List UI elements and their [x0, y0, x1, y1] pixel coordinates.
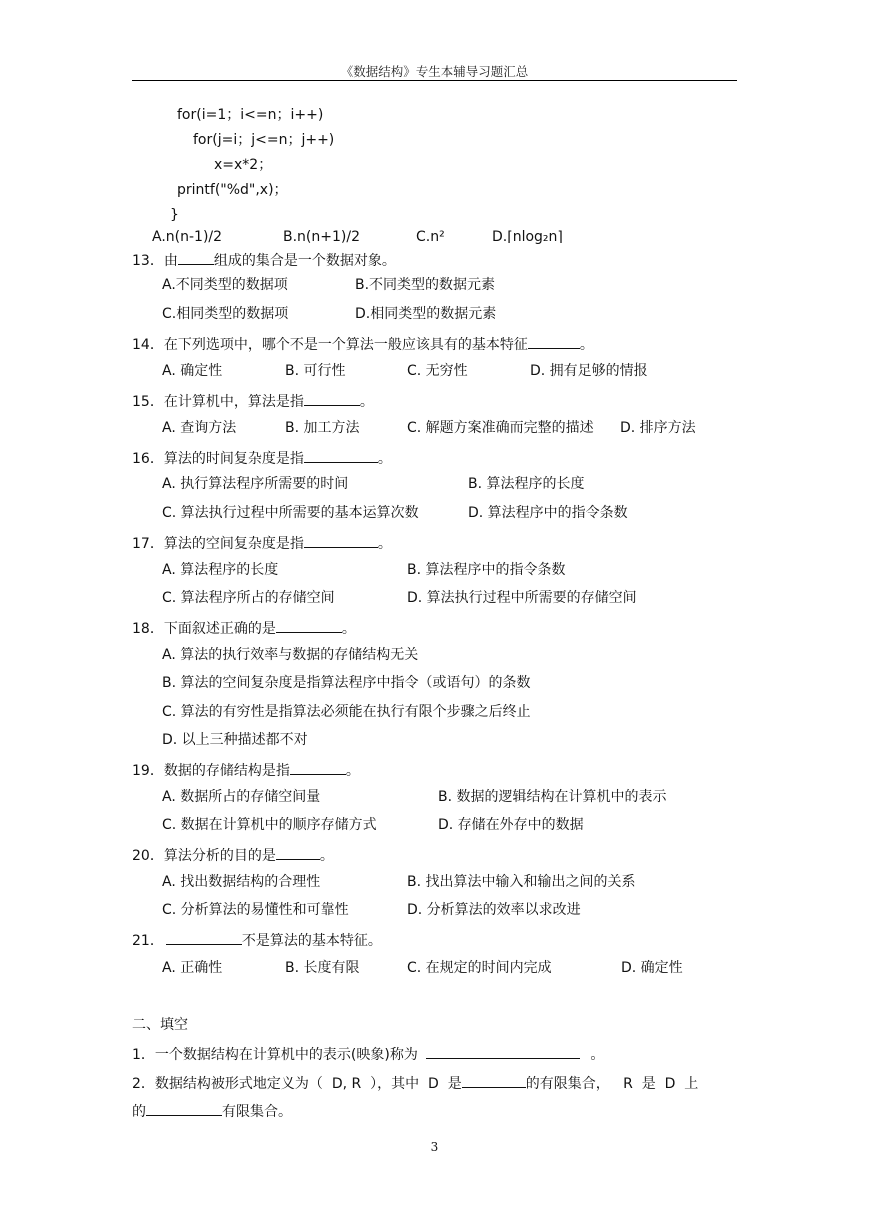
option-b: B. 加工方法 — [285, 420, 360, 436]
option-c: C. 解题方案准确而完整的描述 — [407, 420, 594, 436]
option-b: B. 找出算法中输入和输出之间的关系 — [407, 874, 636, 890]
question-number: 17． — [132, 536, 164, 552]
answer-blank — [166, 930, 242, 945]
answer-blank — [426, 1044, 580, 1059]
option-a: A. 确定性 — [162, 363, 223, 379]
option-d: D.相同类型的数据元素 — [355, 306, 497, 322]
option-a: A.n(n-1)/2 — [152, 229, 223, 245]
answer-blank — [528, 334, 580, 349]
question-text: 。 — [377, 536, 392, 552]
question-text: 。 — [341, 621, 356, 637]
option-c: C. 分析算法的易懂性和可靠性 — [162, 902, 349, 918]
question-text: 一个数据结构在计算机中的表示(映象)称为 — [154, 1047, 418, 1063]
question-text: 算法的时间复杂度是指 — [163, 451, 304, 467]
header-divider — [132, 80, 737, 81]
option-c: C. 数据在计算机中的顺序存储方式 — [162, 817, 377, 833]
question-text: 组成的集合是一个数据对象。 — [213, 253, 396, 269]
question-text: 在下列选项中，哪个不是一个算法一般应该具有的基本特征 — [163, 337, 528, 353]
option-d: D. 分析算法的效率以求改进 — [407, 902, 581, 918]
question-number: 16． — [132, 451, 164, 467]
answer-blank — [178, 250, 214, 265]
fill-question-1 — [132, 1044, 604, 1064]
question-text: 。 — [319, 848, 334, 864]
option-c: C. 无穷性 — [407, 363, 468, 379]
question-21 — [132, 930, 382, 950]
option-b: B.n(n+1)/2 — [283, 229, 360, 245]
option-b: B. 算法的空间复杂度是指算法程序中指令（或语句）的条数 — [162, 675, 531, 691]
question-text: 。 — [377, 451, 392, 467]
question-text: 。 — [345, 763, 360, 779]
question-number: 14． — [132, 337, 164, 353]
question-19 — [132, 760, 360, 780]
option-c: C. 在规定的时间内完成 — [407, 960, 552, 976]
question-text: 不是算法的基本特征。 — [241, 933, 382, 949]
option-d: D. 算法程序中的指令条数 — [468, 505, 628, 521]
question-20 — [132, 845, 334, 865]
question-13 — [132, 250, 396, 270]
answer-blank — [146, 1101, 222, 1116]
option-b: B. 算法程序的长度 — [468, 476, 585, 492]
question-text: 的 — [132, 1104, 146, 1120]
section-title: 二、填空 — [132, 1017, 188, 1033]
question-text: 在计算机中，算法是指 — [163, 394, 304, 410]
option-c: C.n² — [416, 229, 445, 245]
question-number: 15． — [132, 394, 164, 410]
code-line: x=x*2； — [214, 157, 273, 173]
question-text: 。 — [579, 337, 594, 353]
option-a: A. 数据所占的存储空间量 — [162, 789, 321, 805]
question-number: 18． — [132, 621, 164, 637]
code-line: printf("%d",x)； — [177, 182, 288, 198]
answer-blank — [304, 391, 360, 406]
answer-blank — [304, 533, 378, 548]
option-a: A. 执行算法程序所需要的时间 — [162, 476, 349, 492]
option-d: D. 算法执行过程中所需要的存储空间 — [407, 590, 637, 606]
page-number: 3 — [430, 1140, 439, 1154]
option-b: B. 数据的逻辑结构在计算机中的表示 — [438, 789, 667, 805]
code-line: } — [170, 207, 179, 223]
option-a: A. 找出数据结构的合理性 — [162, 874, 321, 890]
question-text: 下面叙述正确的是 — [163, 621, 276, 637]
option-a: A. 正确性 — [162, 960, 223, 976]
option-a: A.不同类型的数据项 — [162, 277, 288, 293]
question-text: 的有限集合， R 是 D 上 — [525, 1076, 699, 1092]
fill-question-2-cont — [132, 1101, 292, 1121]
option-b: B.不同类型的数据元素 — [355, 277, 496, 293]
question-17 — [132, 533, 392, 553]
option-b: B. 长度有限 — [285, 960, 360, 976]
question-18 — [132, 618, 356, 638]
option-a: A. 算法的执行效率与数据的存储结构无关 — [162, 647, 419, 663]
code-line: for(i=1；i<=n；i++) — [177, 107, 324, 123]
option-d: D. 拥有足够的情报 — [530, 363, 648, 379]
question-text: 有限集合。 — [222, 1104, 292, 1120]
question-number: 13． — [132, 253, 164, 269]
question-14 — [132, 334, 594, 354]
option-d: D.⌈nlog₂n⌉ — [492, 229, 563, 245]
question-text: 数据结构被形式地定义为（ D, R ），其中 D 是 — [154, 1076, 462, 1092]
answer-blank — [290, 760, 346, 775]
question-text: 数据的存储结构是指 — [163, 763, 290, 779]
option-a: A. 算法程序的长度 — [162, 562, 279, 578]
question-number: 20． — [132, 848, 164, 864]
option-c: C. 算法程序所占的存储空间 — [162, 590, 335, 606]
page-header: 《数据结构》专生本辅导习题汇总 — [340, 64, 529, 79]
question-text: 算法分析的目的是 — [163, 848, 276, 864]
option-d: D. 确定性 — [621, 960, 683, 976]
option-c: C.相同类型的数据项 — [162, 306, 289, 322]
question-16 — [132, 448, 392, 468]
question-text: 算法的空间复杂度是指 — [163, 536, 304, 552]
answer-blank — [276, 618, 342, 633]
question-text: 。 — [590, 1047, 605, 1063]
option-b: B. 可行性 — [285, 363, 346, 379]
question-number: 19． — [132, 763, 164, 779]
option-a: A. 查询方法 — [162, 420, 237, 436]
option-d: D. 以上三种描述都不对 — [162, 732, 308, 748]
question-15 — [132, 391, 374, 411]
option-d: D. 存储在外存中的数据 — [438, 817, 584, 833]
question-text: 由 — [163, 253, 178, 269]
code-line: for(j=i；j<=n；j++) — [193, 132, 335, 148]
answer-blank — [304, 448, 378, 463]
option-b: B. 算法程序中的指令条数 — [407, 562, 566, 578]
answer-blank — [462, 1073, 526, 1088]
option-c: C. 算法执行过程中所需要的基本运算次数 — [162, 505, 419, 521]
fill-question-2 — [132, 1073, 698, 1093]
question-number: 1． — [132, 1047, 155, 1063]
answer-blank — [276, 845, 320, 860]
question-number: 2． — [132, 1076, 155, 1092]
option-d: D. 排序方法 — [620, 420, 696, 436]
question-text: 。 — [359, 394, 374, 410]
question-number: 21． — [132, 933, 164, 949]
option-c: C. 算法的有穷性是指算法必须能在执行有限个步骤之后终止 — [162, 704, 531, 720]
